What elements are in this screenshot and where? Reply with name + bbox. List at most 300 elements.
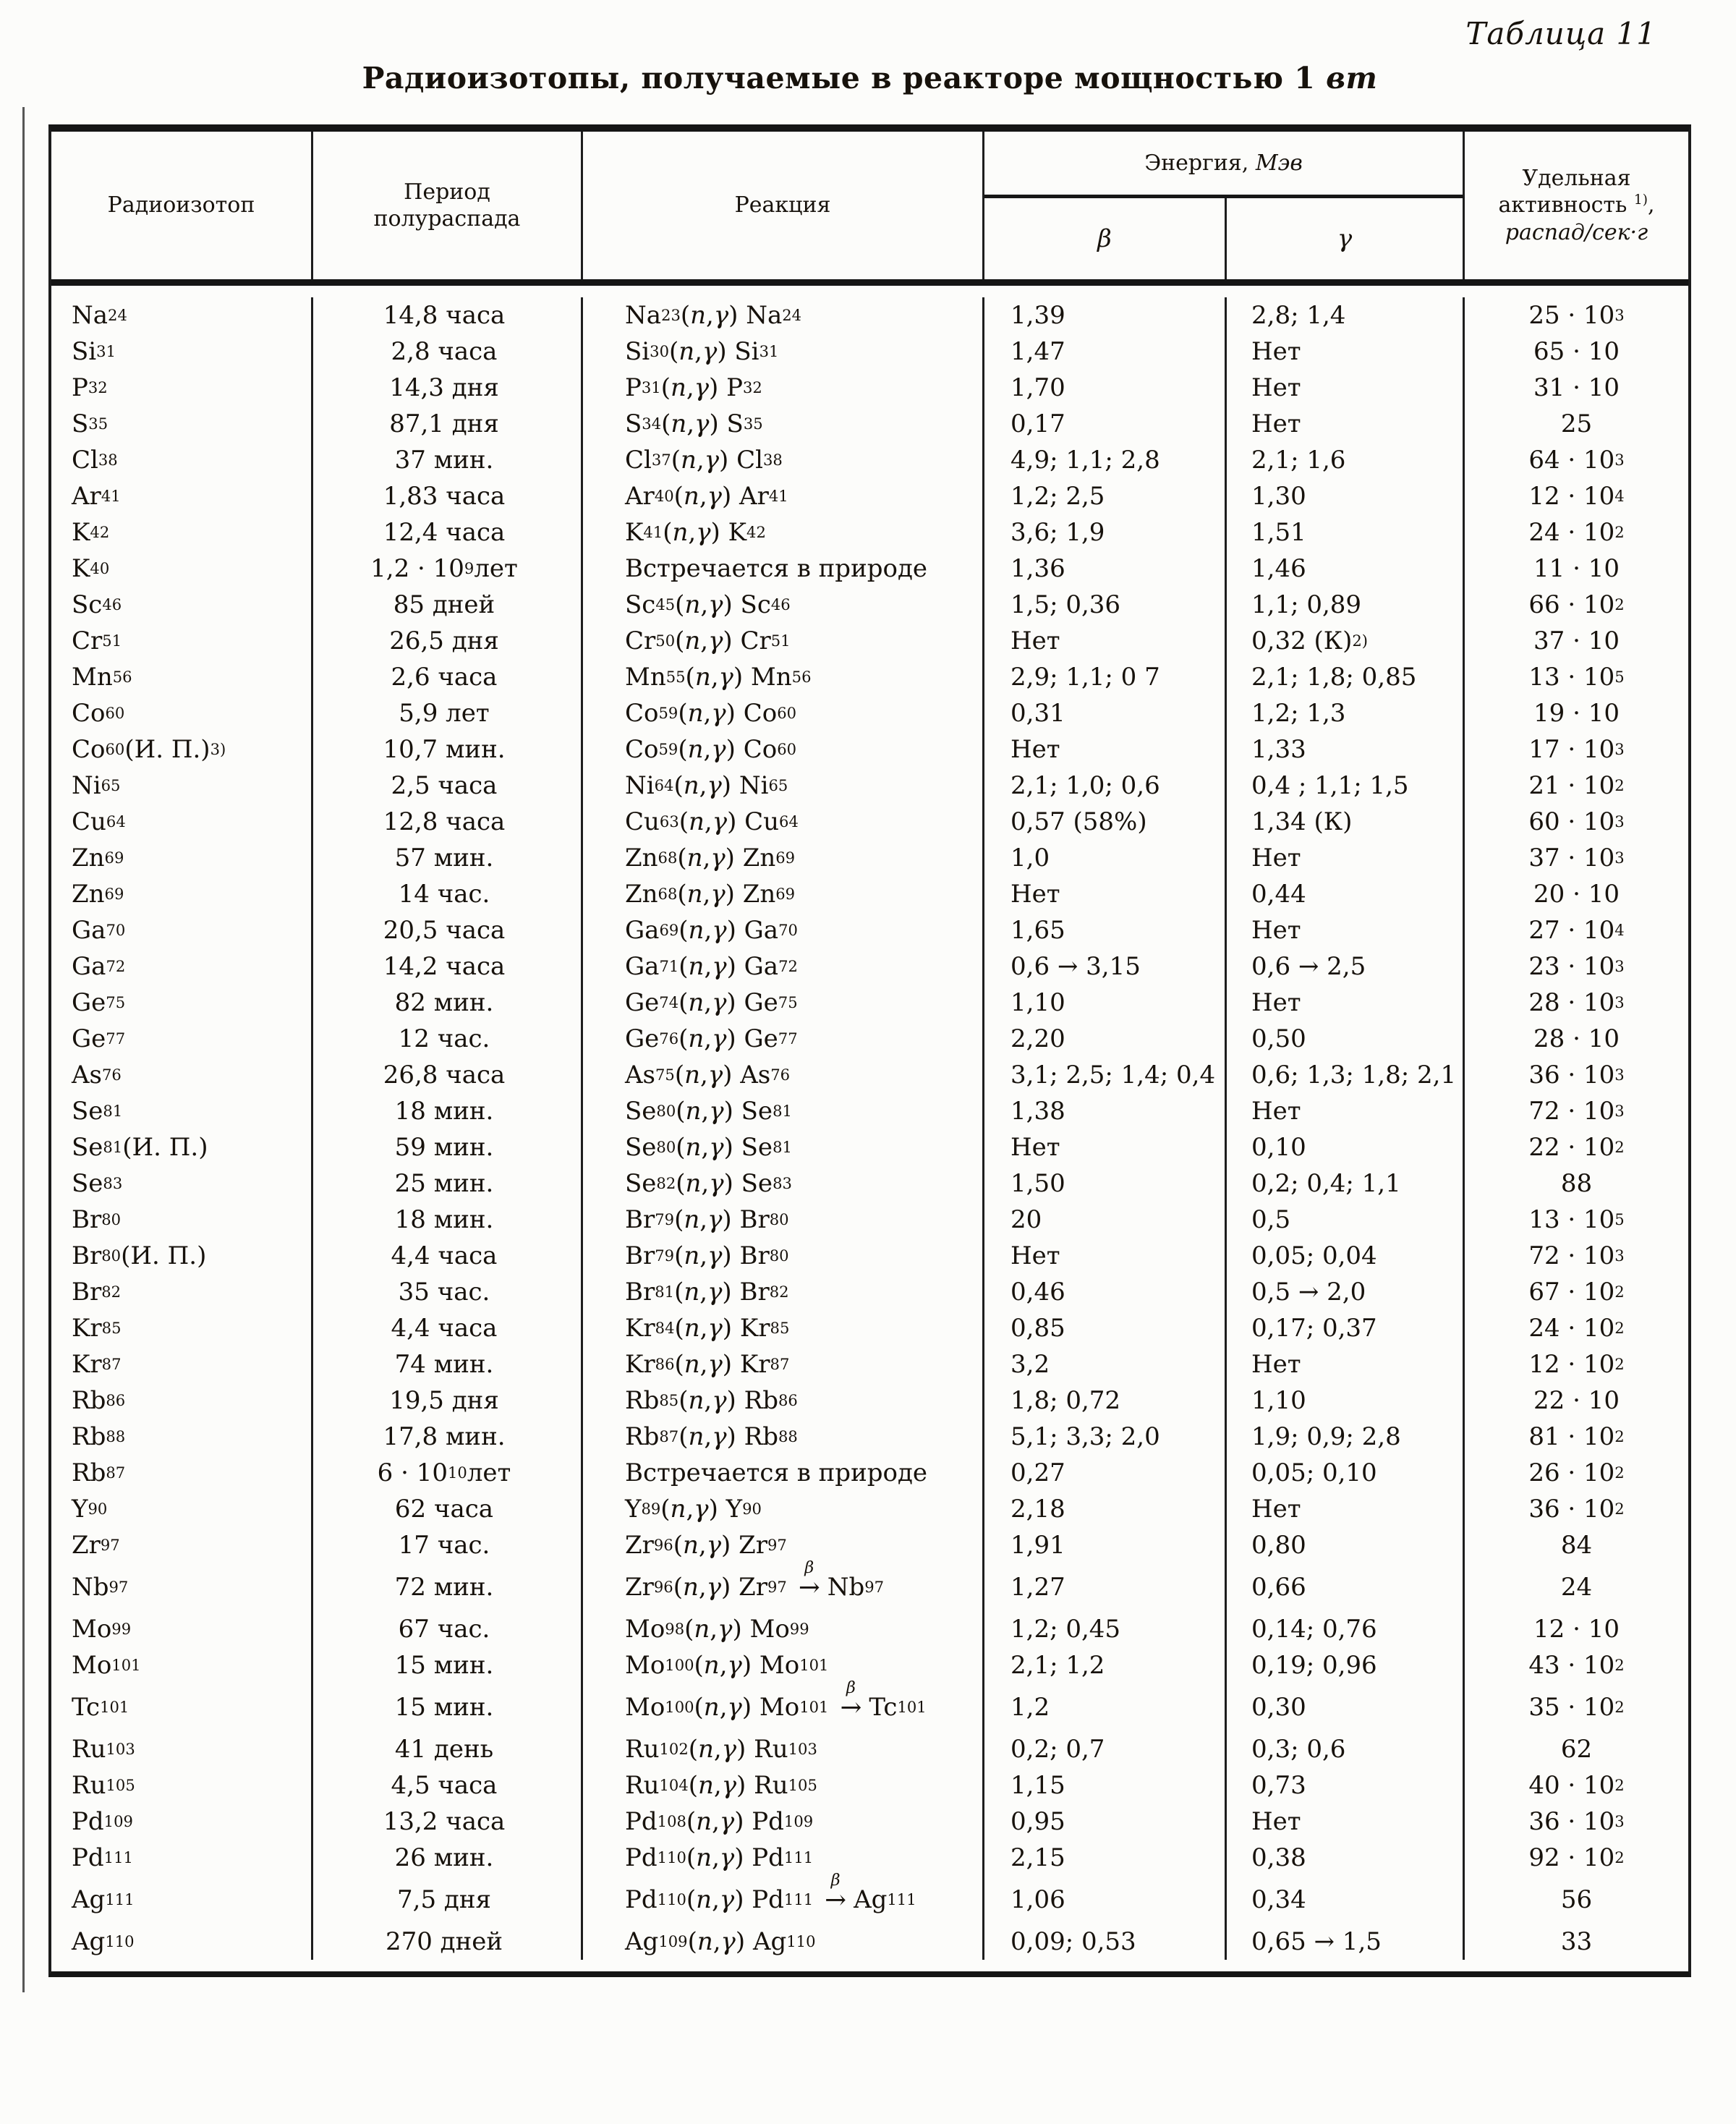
table-row xyxy=(51,1346,1688,1382)
cell-isotope: Ar 41 xyxy=(51,478,313,514)
cell-half-life: 5,9 лет xyxy=(313,695,583,731)
cell-activity: 43 · 10 2 xyxy=(1528,1651,1625,1680)
cell-isotope: Br 80 (И. П.) xyxy=(51,1238,313,1274)
table-row xyxy=(51,406,1688,442)
cell-half-life: 57 мин. xyxy=(313,840,583,876)
cell-half-life: 82 мин. xyxy=(313,985,583,1021)
cell-reaction: Ge 74 ( n , γ ) Ge 75 xyxy=(583,985,984,1021)
header-energy-label: Энергия, xyxy=(1144,150,1249,176)
cell-half-life: 25 мин. xyxy=(313,1165,583,1202)
cell-beta: 1,8; 0,72 xyxy=(984,1382,1227,1419)
cell-gamma: 0,50 xyxy=(1227,1021,1465,1057)
cell-activity: 65 · 10 xyxy=(1533,337,1620,366)
cell-isotope: Ru 105 xyxy=(51,1767,313,1804)
cell-gamma: 0,65 → 1,5 xyxy=(1227,1924,1465,1960)
cell-gamma: 0,6 → 2,5 xyxy=(1227,948,1465,985)
cell-reaction: Sc 45 ( n , γ ) Sc 46 xyxy=(583,587,984,623)
cell-activity: 56 xyxy=(1560,1885,1593,1914)
cell-isotope: Ru 103 xyxy=(51,1731,313,1767)
cell-reaction: Br 81 ( n , γ ) Br 82 xyxy=(583,1274,984,1310)
cell-gamma: 0,5 xyxy=(1227,1202,1465,1238)
cell-reaction: Y 89 ( n , γ ) Y 90 xyxy=(583,1491,984,1527)
cell-gamma: 0,19; 0,96 xyxy=(1227,1647,1465,1683)
cell-beta: Нет xyxy=(984,1129,1227,1165)
cell-reaction: Ru 104 ( n , γ ) Ru 105 xyxy=(583,1767,984,1804)
cell-gamma: 1,33 xyxy=(1227,731,1465,768)
cell-beta: 4,9; 1,1; 2,8 xyxy=(984,442,1227,478)
table-row xyxy=(51,1021,1688,1057)
cell-half-life: 17 час. xyxy=(313,1527,583,1563)
cell-isotope: Mo 99 xyxy=(51,1611,313,1647)
cell-activity: 31 · 10 xyxy=(1533,373,1620,402)
cell-reaction: Rb 85 ( n , γ ) Rb 86 xyxy=(583,1382,984,1419)
cell-gamma: 0,5 → 2,0 xyxy=(1227,1274,1465,1310)
cell-isotope: P 32 xyxy=(51,370,313,406)
cell-reaction: K 41 ( n , γ ) K 42 xyxy=(583,514,984,551)
cell-gamma: 1,9; 0,9; 2,8 xyxy=(1227,1419,1465,1455)
table-row xyxy=(51,1491,1688,1527)
table-row xyxy=(51,1238,1688,1274)
cell-beta: 1,06 xyxy=(984,1876,1227,1924)
cell-isotope: Cr 51 xyxy=(51,623,313,659)
cell-isotope: Si 31 xyxy=(51,334,313,370)
cell-isotope: Na 24 xyxy=(51,297,313,334)
table-row xyxy=(51,1731,1688,1767)
cell-reaction: Cl 37 ( n , γ ) Cl 38 xyxy=(583,442,984,478)
table-row xyxy=(51,334,1688,370)
cell-activity: 12 · 10 4 xyxy=(1528,482,1625,511)
cell-half-life: 17,8 мин. xyxy=(313,1419,583,1455)
header-activity xyxy=(1465,132,1688,279)
cell-gamma: Нет xyxy=(1227,1093,1465,1129)
header-activity-unit: распад/сек·г xyxy=(1505,219,1648,245)
table-row xyxy=(51,1527,1688,1563)
cell-half-life: 2,6 часа xyxy=(313,659,583,695)
cell-half-life: 26,5 дня xyxy=(313,623,583,659)
cell-half-life: 12,8 часа xyxy=(313,804,583,840)
cell-beta: Нет xyxy=(984,731,1227,768)
cell-reaction: Mo 98 ( n , γ ) Mo 99 xyxy=(583,1611,984,1647)
cell-activity: 28 · 10 xyxy=(1533,1024,1620,1053)
header-energy-unit: Мэв xyxy=(1255,150,1303,176)
cell-gamma: 2,1; 1,8; 0,85 xyxy=(1227,659,1465,695)
cell-reaction: Mo 100 ( n , γ ) Mo 101 β → Tc 101 xyxy=(583,1683,984,1731)
cell-beta: 5,1; 3,3; 2,0 xyxy=(984,1419,1227,1455)
cell-activity: 92 · 10 2 xyxy=(1528,1843,1625,1872)
cell-half-life: 37 мин. xyxy=(313,442,583,478)
cell-isotope: Ag 110 xyxy=(51,1924,313,1960)
cell-reaction: Zr 96 ( n , γ ) Zr 97 β → Nb 97 xyxy=(583,1563,984,1611)
table-row xyxy=(51,1924,1688,1960)
cell-gamma: 0,14; 0,76 xyxy=(1227,1611,1465,1647)
cell-isotope: Se 83 xyxy=(51,1165,313,1202)
cell-gamma: Нет xyxy=(1227,840,1465,876)
cell-activity: 37 · 10 3 xyxy=(1528,844,1625,872)
cell-reaction: Se 80 ( n , γ ) Se 81 xyxy=(583,1129,984,1165)
table-row xyxy=(51,1129,1688,1165)
cell-half-life: 270 дней xyxy=(313,1924,583,1960)
cell-beta: 2,20 xyxy=(984,1021,1227,1057)
cell-beta: Нет xyxy=(984,1238,1227,1274)
cell-isotope: Ag 111 xyxy=(51,1876,313,1924)
table-row xyxy=(51,1202,1688,1238)
cell-activity: 25 xyxy=(1560,409,1593,438)
cell-activity: 33 xyxy=(1560,1927,1593,1956)
table-row xyxy=(51,840,1688,876)
cell-activity: 22 · 10 xyxy=(1533,1386,1620,1415)
header-activity-label: Удельная активность $^{1)}$, xyxy=(1498,165,1655,218)
cell-isotope: Mo 101 xyxy=(51,1647,313,1683)
cell-beta: 0,46 xyxy=(984,1274,1227,1310)
cell-half-life: 62 часа xyxy=(313,1491,583,1527)
cell-activity: 67 · 10 2 xyxy=(1528,1278,1625,1307)
cell-beta: Нет xyxy=(984,876,1227,912)
cell-activity: 13 · 10 5 xyxy=(1528,663,1625,692)
table-row xyxy=(51,442,1688,478)
cell-reaction: P 31 ( n , γ ) P 32 xyxy=(583,370,984,406)
cell-beta: 1,5; 0,36 xyxy=(984,587,1227,623)
cell-gamma: 0,10 xyxy=(1227,1129,1465,1165)
table-row xyxy=(51,514,1688,551)
cell-reaction: Pd 108 ( n , γ ) Pd 109 xyxy=(583,1804,984,1840)
cell-half-life: 20,5 часа xyxy=(313,912,583,948)
cell-beta: 0,95 xyxy=(984,1804,1227,1840)
cell-activity: 62 xyxy=(1560,1735,1593,1764)
table-caption: Таблица 11 xyxy=(1465,16,1656,51)
cell-activity: 26 · 10 2 xyxy=(1528,1458,1625,1487)
cell-beta: 1,0 xyxy=(984,840,1227,876)
cell-activity: 88 xyxy=(1560,1169,1593,1198)
cell-activity: 20 · 10 xyxy=(1533,880,1620,909)
table-row xyxy=(51,695,1688,731)
cell-activity: 66 · 10 2 xyxy=(1528,590,1625,619)
cell-reaction: Ar 40 ( n , γ ) Ar 41 xyxy=(583,478,984,514)
cell-reaction: Si 30 ( n , γ ) Si 31 xyxy=(583,334,984,370)
cell-isotope: Zn 69 xyxy=(51,876,313,912)
cell-reaction: Br 79 ( n , γ ) Br 80 xyxy=(583,1202,984,1238)
cell-reaction: Встречается в природе xyxy=(583,551,984,587)
cell-beta: 0,2; 0,7 xyxy=(984,1731,1227,1767)
cell-gamma: 1,34 (К) xyxy=(1227,804,1465,840)
page-title xyxy=(48,61,1691,95)
cell-gamma: Нет xyxy=(1227,406,1465,442)
header-isotope: Радиоизотоп xyxy=(51,132,313,279)
cell-half-life: 1,83 часа xyxy=(313,478,583,514)
cell-gamma: 0,05; 0,04 xyxy=(1227,1238,1465,1274)
cell-isotope: Se 81 xyxy=(51,1093,313,1129)
table-row xyxy=(51,985,1688,1021)
cell-gamma: 0,30 xyxy=(1227,1683,1465,1731)
cell-reaction: Se 80 ( n , γ ) Se 81 xyxy=(583,1093,984,1129)
header-beta: β xyxy=(984,198,1227,279)
cell-beta: 0,57 (58%) xyxy=(984,804,1227,840)
table-header xyxy=(51,132,1688,286)
cell-reaction: Kr 86 ( n , γ ) Kr 87 xyxy=(583,1346,984,1382)
cell-beta: 1,2; 0,45 xyxy=(984,1611,1227,1647)
cell-isotope: S 35 xyxy=(51,406,313,442)
cell-beta: 1,39 xyxy=(984,297,1227,334)
cell-half-life: 15 мин. xyxy=(313,1683,583,1731)
cell-gamma: 0,80 xyxy=(1227,1527,1465,1563)
cell-isotope: Ga 70 xyxy=(51,912,313,948)
cell-gamma: 0,44 xyxy=(1227,876,1465,912)
cell-reaction: Pd 110 ( n , γ ) Pd 111 xyxy=(583,1840,984,1876)
cell-isotope: Zr 97 xyxy=(51,1527,313,1563)
header-energy xyxy=(984,132,1465,198)
table-row xyxy=(51,370,1688,406)
cell-activity: 72 · 10 3 xyxy=(1528,1097,1625,1126)
cell-beta: 3,1; 2,5; 1,4; 0,4 xyxy=(984,1057,1227,1093)
cell-isotope: Cu 64 xyxy=(51,804,313,840)
cell-activity: 36 · 10 2 xyxy=(1528,1495,1625,1524)
cell-beta: 0,27 xyxy=(984,1455,1227,1491)
cell-activity: 84 xyxy=(1560,1531,1593,1560)
cell-half-life: 15 мин. xyxy=(313,1647,583,1683)
cell-beta: 0,17 xyxy=(984,406,1227,442)
cell-beta: 1,50 xyxy=(984,1165,1227,1202)
cell-activity: 23 · 10 3 xyxy=(1528,952,1625,981)
cell-beta: 3,6; 1,9 xyxy=(984,514,1227,551)
cell-half-life: 18 мин. xyxy=(313,1093,583,1129)
cell-beta: 1,36 xyxy=(984,551,1227,587)
cell-half-life: 14,2 часа xyxy=(313,948,583,985)
cell-reaction: Ga 69 ( n , γ ) Ga 70 xyxy=(583,912,984,948)
cell-reaction: Ag 109 ( n , γ ) Ag 110 xyxy=(583,1924,984,1960)
table-row xyxy=(51,1093,1688,1129)
cell-isotope: Tc 101 xyxy=(51,1683,313,1731)
cell-isotope: Kr 85 xyxy=(51,1310,313,1346)
cell-gamma: 1,51 xyxy=(1227,514,1465,551)
cell-half-life: 72 мин. xyxy=(313,1563,583,1611)
cell-beta: 1,15 xyxy=(984,1767,1227,1804)
cell-activity: 28 · 10 3 xyxy=(1528,988,1625,1017)
cell-half-life: 14 час. xyxy=(313,876,583,912)
cell-isotope: Rb 86 xyxy=(51,1382,313,1419)
cell-reaction: Zr 96 ( n , γ ) Zr 97 xyxy=(583,1527,984,1563)
cell-isotope: Rb 87 xyxy=(51,1455,313,1491)
cell-isotope: Se 81 (И. П.) xyxy=(51,1129,313,1165)
cell-reaction: Ge 76 ( n , γ ) Ge 77 xyxy=(583,1021,984,1057)
cell-beta: 1,47 xyxy=(984,334,1227,370)
table-row xyxy=(51,1274,1688,1310)
table-row xyxy=(51,1767,1688,1804)
cell-gamma: 1,1; 0,89 xyxy=(1227,587,1465,623)
cell-gamma: 0,17; 0,37 xyxy=(1227,1310,1465,1346)
cell-activity: 81 · 10 2 xyxy=(1528,1422,1625,1451)
cell-gamma: 2,8; 1,4 xyxy=(1227,297,1465,334)
cell-activity: 60 · 10 3 xyxy=(1528,807,1625,836)
cell-isotope: Co 60 (И. П.) 3) xyxy=(51,731,313,768)
cell-half-life: 26,8 часа xyxy=(313,1057,583,1093)
cell-reaction: Rb 87 ( n , γ ) Rb 88 xyxy=(583,1419,984,1455)
table-row xyxy=(51,1310,1688,1346)
cell-gamma: Нет xyxy=(1227,985,1465,1021)
table-row xyxy=(51,623,1688,659)
cell-gamma: Нет xyxy=(1227,1804,1465,1840)
cell-isotope: Sc 46 xyxy=(51,587,313,623)
radioisotope-table xyxy=(48,124,1691,1977)
cell-beta: 1,10 xyxy=(984,985,1227,1021)
cell-beta: 1,65 xyxy=(984,912,1227,948)
cell-isotope: Br 80 xyxy=(51,1202,313,1238)
cell-reaction: Ni 64 ( n , γ ) Ni 65 xyxy=(583,768,984,804)
cell-activity: 12 · 10 xyxy=(1533,1615,1620,1644)
table-row xyxy=(51,1611,1688,1647)
cell-reaction: Se 82 ( n , γ ) Se 83 xyxy=(583,1165,984,1202)
cell-beta: 1,2 xyxy=(984,1683,1227,1731)
table-row xyxy=(51,1870,1688,1924)
cell-reaction: Ga 71 ( n , γ ) Ga 72 xyxy=(583,948,984,985)
cell-half-life: 41 день xyxy=(313,1731,583,1767)
cell-half-life: 12 час. xyxy=(313,1021,583,1057)
table-row xyxy=(51,804,1688,840)
cell-half-life: 4,5 часа xyxy=(313,1767,583,1804)
table-row xyxy=(51,1840,1688,1876)
cell-half-life: 35 час. xyxy=(313,1274,583,1310)
cell-reaction: Na 23 ( n , γ ) Na 24 xyxy=(583,297,984,334)
cell-reaction: Cu 63 ( n , γ ) Cu 64 xyxy=(583,804,984,840)
cell-gamma: 1,30 xyxy=(1227,478,1465,514)
cell-beta: 3,2 xyxy=(984,1346,1227,1382)
cell-gamma: 0,34 xyxy=(1227,1876,1465,1924)
page-title-unit: вт xyxy=(1326,61,1378,95)
table-row xyxy=(51,659,1688,695)
table-row xyxy=(51,1455,1688,1491)
header-reaction: Реакция xyxy=(583,132,984,279)
cell-half-life: 2,8 часа xyxy=(313,334,583,370)
table-row xyxy=(51,1419,1688,1455)
table-row xyxy=(51,876,1688,912)
cell-beta: 2,15 xyxy=(984,1840,1227,1876)
cell-reaction: As 75 ( n , γ ) As 76 xyxy=(583,1057,984,1093)
cell-beta: 0,31 xyxy=(984,695,1227,731)
cell-isotope: K 40 xyxy=(51,551,313,587)
cell-activity: 36 · 10 3 xyxy=(1528,1807,1625,1836)
cell-isotope: Co 60 xyxy=(51,695,313,731)
cell-activity: 24 xyxy=(1560,1573,1593,1602)
page-edge-artifact xyxy=(22,107,25,1992)
cell-beta: 2,1; 1,2 xyxy=(984,1647,1227,1683)
cell-activity: 25 · 10 3 xyxy=(1528,301,1625,330)
cell-isotope: Ga 72 xyxy=(51,948,313,985)
cell-beta: 1,27 xyxy=(984,1563,1227,1611)
cell-reaction: Co 59 ( n , γ ) Co 60 xyxy=(583,695,984,731)
cell-isotope: Ge 77 xyxy=(51,1021,313,1057)
cell-gamma: 1,2; 1,3 xyxy=(1227,695,1465,731)
cell-reaction: Встречается в природе xyxy=(583,1455,984,1491)
cell-activity: 37 · 10 xyxy=(1533,626,1620,655)
cell-beta: 1,2; 2,5 xyxy=(984,478,1227,514)
cell-isotope: Zn 69 xyxy=(51,840,313,876)
cell-beta: 1,38 xyxy=(984,1093,1227,1129)
cell-gamma: 0,05; 0,10 xyxy=(1227,1455,1465,1491)
table-row xyxy=(51,948,1688,985)
cell-half-life: 7,5 дня xyxy=(313,1876,583,1924)
cell-half-life: 26 мин. xyxy=(313,1840,583,1876)
table-row xyxy=(51,912,1688,948)
cell-beta: 2,18 xyxy=(984,1491,1227,1527)
cell-reaction: Pd 110 ( n , γ ) Pd 111 β → Ag 111 xyxy=(583,1876,984,1924)
header-gamma: γ xyxy=(1227,198,1465,279)
cell-beta: 1,70 xyxy=(984,370,1227,406)
cell-activity: 19 · 10 xyxy=(1533,699,1620,728)
cell-half-life: 67 час. xyxy=(313,1611,583,1647)
cell-isotope: Pd 109 xyxy=(51,1804,313,1840)
table-row xyxy=(51,1382,1688,1419)
cell-beta: 0,85 xyxy=(984,1310,1227,1346)
cell-isotope: Pd 111 xyxy=(51,1840,313,1876)
cell-half-life: 12,4 часа xyxy=(313,514,583,551)
cell-half-life: 4,4 часа xyxy=(313,1238,583,1274)
table-row xyxy=(51,551,1688,587)
cell-reaction: Zn 68 ( n , γ ) Zn 69 xyxy=(583,876,984,912)
cell-activity: 72 · 10 3 xyxy=(1528,1241,1625,1270)
page-title-text: Радиоизотопы, получаемые в реакторе мощностью 1 xyxy=(362,61,1316,95)
cell-gamma: 0,73 xyxy=(1227,1767,1465,1804)
cell-gamma: 1,46 xyxy=(1227,551,1465,587)
cell-activity: 24 · 10 2 xyxy=(1528,518,1625,547)
cell-gamma: 1,10 xyxy=(1227,1382,1465,1419)
cell-activity: 27 · 10 4 xyxy=(1528,916,1625,945)
cell-gamma: 0,6; 1,3; 1,8; 2,1 xyxy=(1227,1057,1465,1093)
cell-half-life: 2,5 часа xyxy=(313,768,583,804)
cell-half-life: 10,7 мин. xyxy=(313,731,583,768)
table-row xyxy=(51,768,1688,804)
cell-beta: 2,9; 1,1; 0 7 xyxy=(984,659,1227,695)
cell-isotope: As 76 xyxy=(51,1057,313,1093)
cell-half-life: 19,5 дня xyxy=(313,1382,583,1419)
cell-half-life: 13,2 часа xyxy=(313,1804,583,1840)
table-row xyxy=(51,1804,1688,1840)
cell-gamma: Нет xyxy=(1227,334,1465,370)
table-row xyxy=(51,1678,1688,1731)
table-row xyxy=(51,478,1688,514)
cell-reaction: Mn 55 ( n , γ ) Mn 56 xyxy=(583,659,984,695)
cell-gamma: Нет xyxy=(1227,1346,1465,1382)
cell-reaction: Mo 100 ( n , γ ) Mo 101 xyxy=(583,1647,984,1683)
cell-beta: Нет xyxy=(984,623,1227,659)
cell-beta: 0,6 → 3,15 xyxy=(984,948,1227,985)
cell-gamma: Нет xyxy=(1227,912,1465,948)
cell-reaction: Ru 102 ( n , γ ) Ru 103 xyxy=(583,1731,984,1767)
table-row xyxy=(51,1165,1688,1202)
cell-beta: 20 xyxy=(984,1202,1227,1238)
cell-reaction: Co 59 ( n , γ ) Co 60 xyxy=(583,731,984,768)
cell-activity: 21 · 10 2 xyxy=(1528,771,1625,800)
cell-gamma: 0,66 xyxy=(1227,1563,1465,1611)
cell-half-life: 59 мин. xyxy=(313,1129,583,1165)
cell-isotope: Ge 75 xyxy=(51,985,313,1021)
cell-reaction: Kr 84 ( n , γ ) Kr 85 xyxy=(583,1310,984,1346)
cell-half-life: 74 мин. xyxy=(313,1346,583,1382)
cell-activity: 64 · 10 3 xyxy=(1528,446,1625,475)
cell-activity: 17 · 10 3 xyxy=(1528,735,1625,764)
cell-isotope: K 42 xyxy=(51,514,313,551)
table-row xyxy=(51,1647,1688,1683)
cell-activity: 24 · 10 2 xyxy=(1528,1314,1625,1343)
cell-half-life: 14,8 часа xyxy=(313,297,583,334)
cell-reaction: S 34 ( n , γ ) S 35 xyxy=(583,406,984,442)
cell-isotope: Br 82 xyxy=(51,1274,313,1310)
cell-isotope: Y 90 xyxy=(51,1491,313,1527)
cell-isotope: Kr 87 xyxy=(51,1346,313,1382)
cell-half-life: 87,1 дня xyxy=(313,406,583,442)
table-row xyxy=(51,297,1688,334)
cell-activity: 36 · 10 3 xyxy=(1528,1061,1625,1089)
cell-isotope: Nb 97 xyxy=(51,1563,313,1611)
cell-gamma: 0,2; 0,4; 1,1 xyxy=(1227,1165,1465,1202)
cell-beta: 1,91 xyxy=(984,1527,1227,1563)
